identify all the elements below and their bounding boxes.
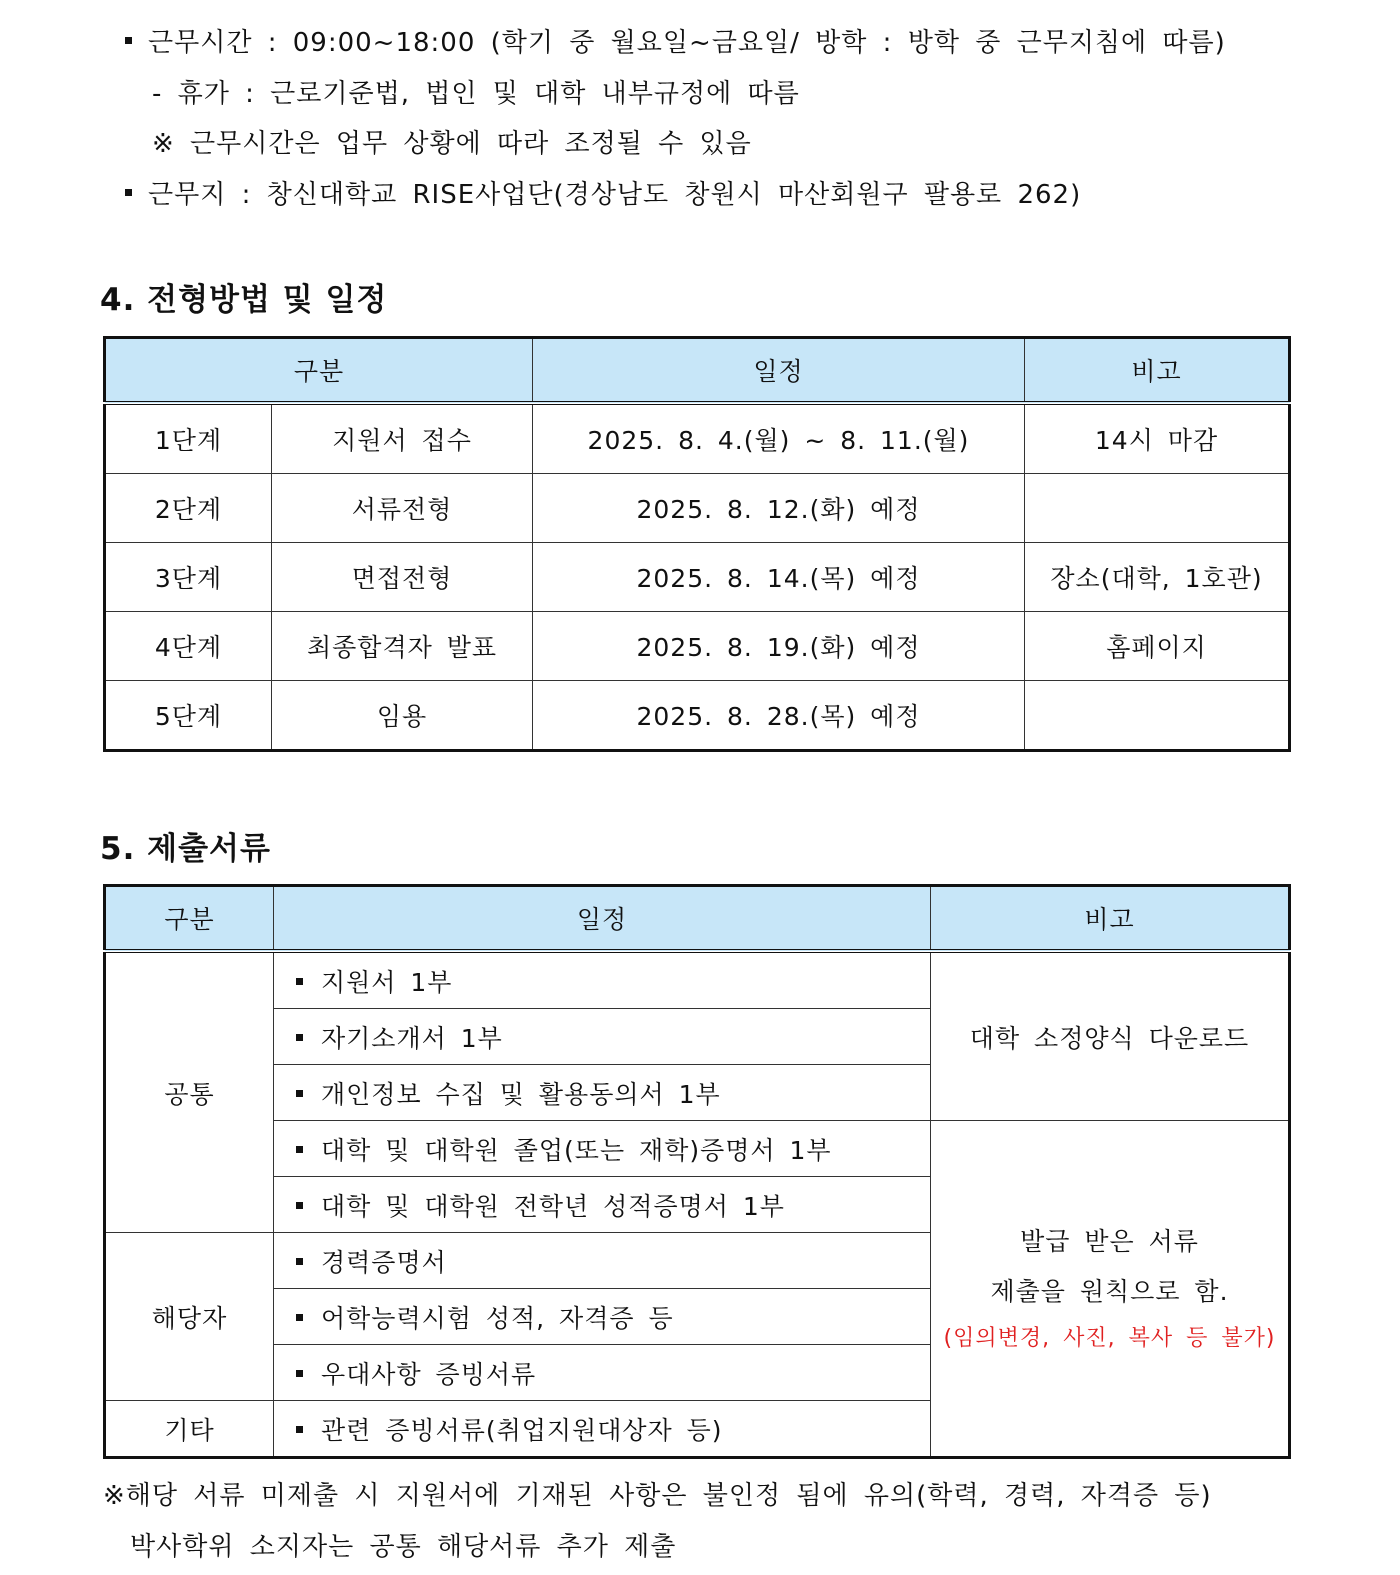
- step-name-cell: 임용: [272, 681, 533, 751]
- work-location-text: 근무지 : 창신대학교 RISE사업단(경상남도 창원시 마산회원구 팔용로 262): [125, 174, 1081, 211]
- hours-adjust-note: ※ 근무시간은 업무 상황에 따라 조정될 수 있음: [152, 129, 752, 159]
- doc-item: 경력증명서: [274, 1233, 931, 1289]
- step-date-cell: 2025. 8. 12.(화) 예정: [533, 474, 1025, 543]
- note-issued-cell: [931, 1121, 1290, 1458]
- table-row: [105, 403, 1290, 474]
- work-hours-text: 근무시간 : 09:00~18:00 (학기 중 월요일~금요일/ 방학 : 방학 중 근무지침에 따름): [125, 22, 1226, 59]
- step-name-cell: 서류전형: [272, 474, 533, 543]
- table-row: [105, 951, 1290, 1009]
- step-date-cell: 2025. 8. 28.(목) 예정: [533, 681, 1025, 751]
- step-note-cell: 14시 마감: [1025, 403, 1290, 474]
- doc-item: 관련 증빙서류(취업지원대상자 등): [274, 1401, 931, 1458]
- doc-item: 자기소개서 1부: [274, 1009, 931, 1065]
- table-row: [105, 612, 1290, 681]
- step-name-cell: 면접전형: [272, 543, 533, 612]
- doc-item: 지원서 1부: [274, 951, 931, 1009]
- schedule-header-note: 비고: [1025, 338, 1290, 404]
- section4-title: 4. 전형방법 및 일정: [100, 282, 388, 318]
- doc-item: 대학 및 대학원 졸업(또는 재학)증명서 1부: [274, 1121, 931, 1177]
- docs-header-date: 일정: [274, 886, 931, 952]
- step-date-cell: 2025. 8. 19.(화) 예정: [533, 612, 1025, 681]
- step-cell: 3단계: [105, 543, 272, 612]
- note-download-cell: 대학 소정양식 다운로드: [931, 951, 1290, 1121]
- step-date-cell: 2025. 8. 4.(월) ~ 8. 11.(월): [533, 403, 1025, 474]
- doc-item: 우대사항 증빙서류: [274, 1345, 931, 1401]
- note-issued-line2: 제출을 원칙으로 함.: [990, 1276, 1229, 1306]
- doc-item: 어학능력시험 성적, 자격증 등: [274, 1289, 931, 1345]
- documents-table: [103, 884, 1291, 1459]
- leave-text: - 휴가 : 근로기준법, 법인 및 대학 내부규정에 따름: [152, 79, 800, 109]
- group-common-cell: 공통: [105, 951, 274, 1233]
- step-cell: 1단계: [105, 403, 272, 474]
- group-other-cell: 기타: [105, 1401, 274, 1458]
- schedule-header-category: 구분: [105, 338, 533, 404]
- note-issued-line1: 발급 받은 서류: [1020, 1226, 1199, 1256]
- footer-note-line1: ※해당 서류 미제출 시 지원서에 기재된 사항은 불인정 됨에 유의(학력, 경력, 자격증 등): [103, 1481, 1212, 1511]
- step-cell: 2단계: [105, 474, 272, 543]
- note-issued-warning: (임의변경, 사진, 복사 등 불가): [943, 1325, 1276, 1351]
- group-applicable-cell: 해당자: [105, 1233, 274, 1401]
- table-row: [105, 474, 1290, 543]
- footer-note-line2: 박사학위 소지자는 공통 해당서류 추가 제출: [130, 1532, 677, 1562]
- table-row: [105, 1121, 1290, 1177]
- schedule-header-date: 일정: [533, 338, 1025, 404]
- step-name-cell: 최종합격자 발표: [272, 612, 533, 681]
- schedule-table: [103, 336, 1291, 752]
- doc-item: 대학 및 대학원 전학년 성적증명서 1부: [274, 1177, 931, 1233]
- docs-header-category: 구분: [105, 886, 274, 952]
- step-date-cell: 2025. 8. 14.(목) 예정: [533, 543, 1025, 612]
- doc-item: 개인정보 수집 및 활용동의서 1부: [274, 1065, 931, 1121]
- step-note-cell: [1025, 681, 1290, 751]
- docs-header-note: 비고: [931, 886, 1290, 952]
- table-row: [105, 543, 1290, 612]
- step-name-cell: 지원서 접수: [272, 403, 533, 474]
- step-note-cell: 홈페이지: [1025, 612, 1290, 681]
- step-cell: 5단계: [105, 681, 272, 751]
- step-note-cell: 장소(대학, 1호관): [1025, 543, 1290, 612]
- step-cell: 4단계: [105, 612, 272, 681]
- table-row: [105, 681, 1290, 751]
- step-note-cell: [1025, 474, 1290, 543]
- section5-title: 5. 제출서류: [100, 831, 271, 867]
